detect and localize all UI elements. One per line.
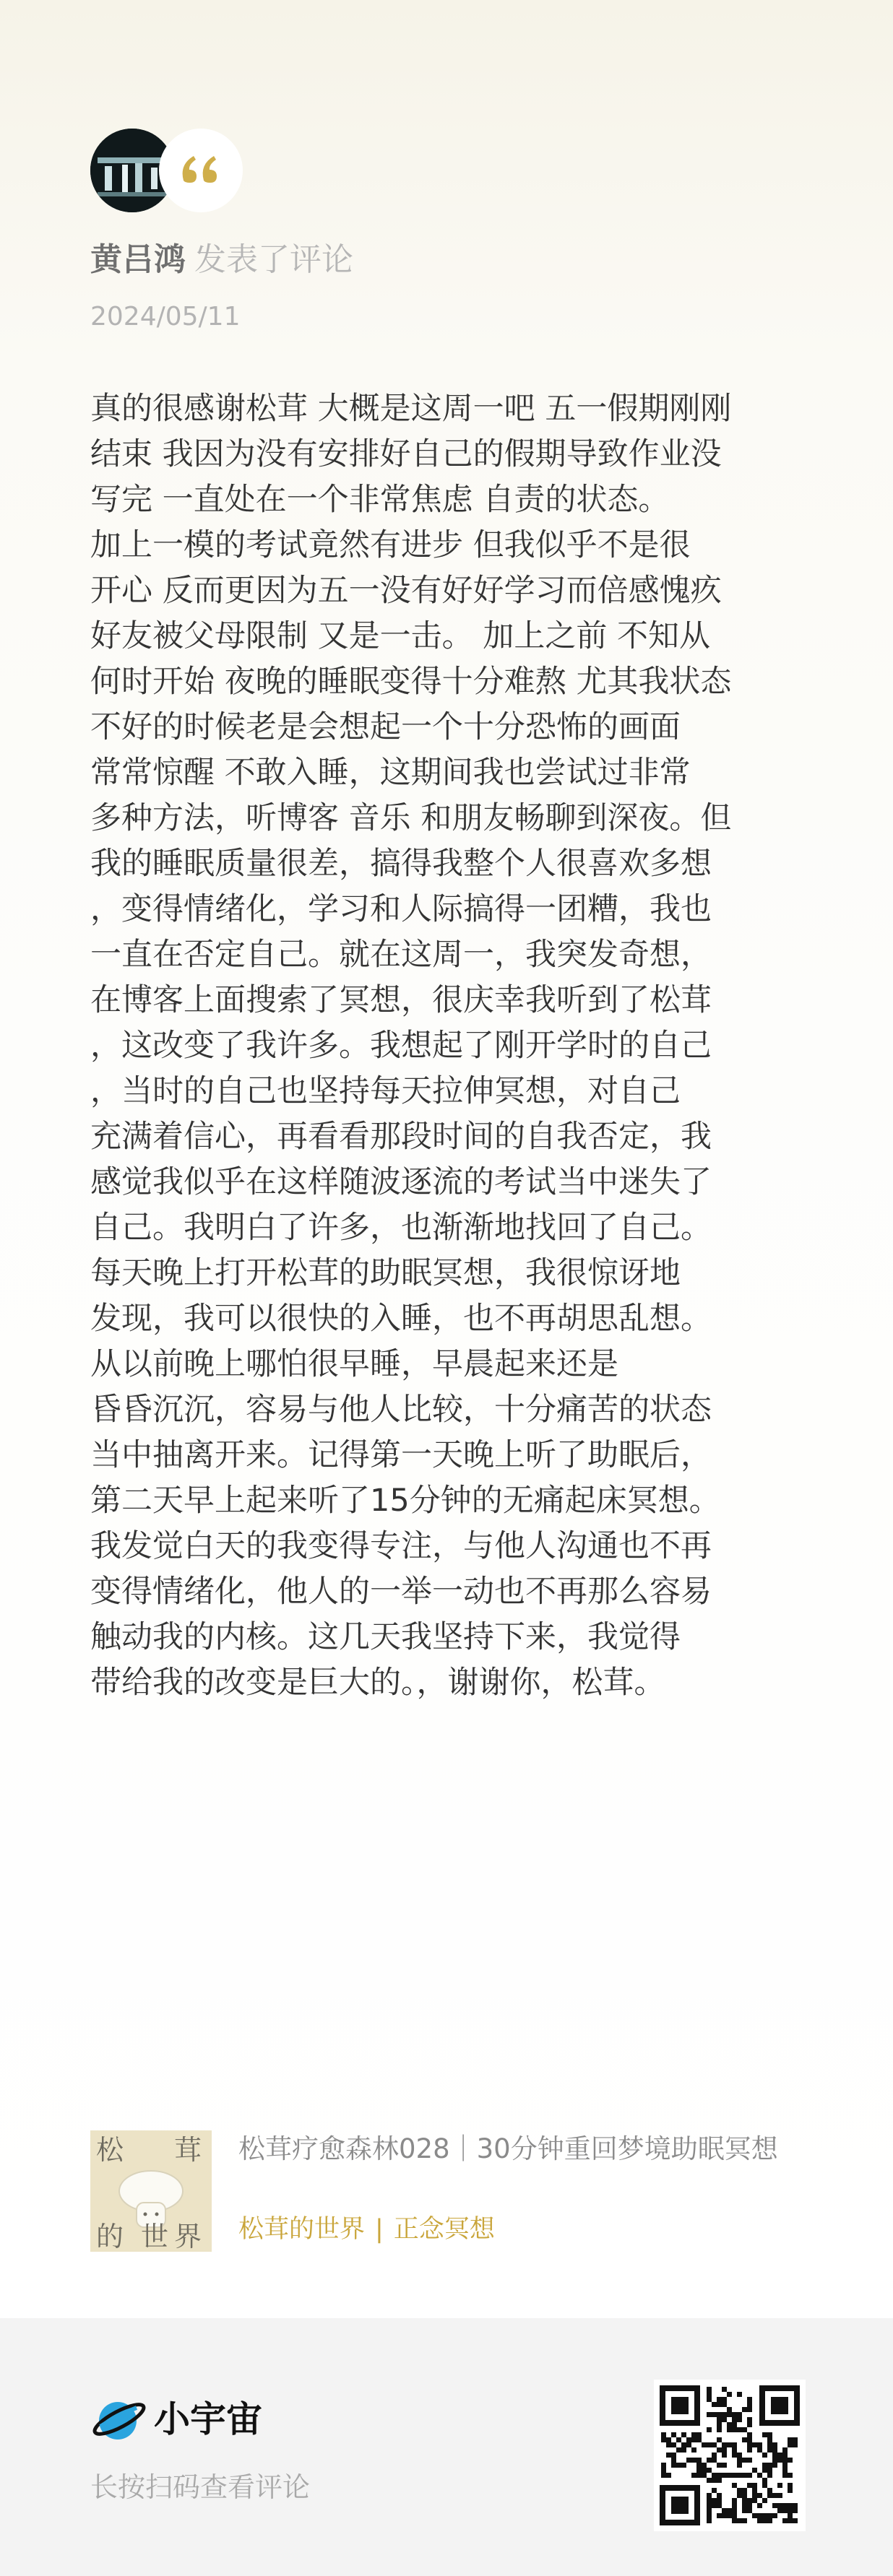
- cover-char: 的: [96, 2221, 124, 2252]
- comment-line: 第二天早上起来听了15分钟的无痛起床冥想。: [90, 1483, 720, 1519]
- comment-line: 我发觉白天的我变得专注，与他人沟通也不再: [90, 1528, 712, 1564]
- author-action: 发表了评论: [194, 241, 353, 278]
- comment-line: 一直在否定自己。就在这周一，我突发奇想，: [90, 937, 712, 973]
- episode-meta: [238, 2211, 495, 2247]
- comment-line: 自己。我明白了许多，也渐渐地找回了自己。: [90, 1210, 712, 1246]
- comment-line: 结束 我因为没有安排好自己的假期导致作业没: [90, 436, 722, 472]
- comment-line: 带给我的改变是巨大的。，谢谢你，松茸。: [90, 1665, 665, 1701]
- comment-line: 开心 反而更因为五一没有好好学习而倍感愧疚: [90, 573, 722, 609]
- comment-line: 发现，我可以很快的入睡，也不再胡思乱想。: [90, 1301, 712, 1337]
- author-name[interactable]: 黄吕鸿: [90, 241, 186, 278]
- qr-code[interactable]: [654, 2380, 806, 2531]
- comment-line: ，这改变了我许多。我想起了刚开学时的自己: [90, 1028, 712, 1064]
- comment-line: 感觉我似乎在这样随波逐流的考试当中迷失了: [90, 1164, 712, 1200]
- cover-char: 界: [174, 2221, 202, 2252]
- comment-line: 何时开始 夜晚的睡眠变得十分难熬 尤其我状态: [90, 664, 732, 700]
- comment-line: 当中抽离开来。记得第一天晚上听了助眠后，: [90, 1437, 712, 1473]
- episode-card[interactable]: [90, 2130, 806, 2253]
- comment-date: 2024/05/11: [90, 302, 241, 331]
- comment-line: 从以前晚上哪怕很早睡，早晨起来还是: [90, 1346, 618, 1382]
- planet-logo-icon: [90, 2390, 148, 2448]
- comment-line: 不好的时候老是会想起一个十分恐怖的画面: [90, 709, 681, 745]
- episode-tag[interactable]: 正念冥想: [393, 2215, 495, 2244]
- comment-line: 每天晚上打开松茸的助眠冥想，我很惊讶地: [90, 1255, 681, 1291]
- qr-code-icon: [654, 2380, 806, 2531]
- comment-line: ，当时的自己也坚持每天拉伸冥想，对自己: [90, 1073, 681, 1109]
- comment-line: 加上一模的考试竟然有进步 但我似乎不是很: [90, 527, 691, 563]
- comment-line: 好友被父母限制 又是一击。 加上之前 不知从: [90, 618, 711, 654]
- author-line: [90, 238, 353, 282]
- comment-line: 我的睡眠质量很差，搞得我整个人很喜欢多想: [90, 846, 712, 882]
- episode-cover: [90, 2130, 212, 2252]
- share-footer: [0, 2318, 893, 2576]
- comment-line: 在博客上面搜索了冥想，很庆幸我听到了松茸: [90, 982, 712, 1018]
- cover-char: 世: [141, 2221, 169, 2252]
- brand-name: 小宇宙: [154, 2398, 262, 2440]
- meta-separator: |: [375, 2215, 384, 2244]
- comment-line: 触动我的内核。这几天我坚持下来，我觉得: [90, 1619, 681, 1655]
- comment-line: 变得情绪化，他人的一举一动也不再那么容易: [90, 1574, 712, 1610]
- episode-title[interactable]: 松茸疗愈森林028｜30分钟重回梦境助眠冥想: [238, 2133, 778, 2164]
- comment-line: 充满着信心，再看看那段时间的自我否定，我: [90, 1119, 712, 1155]
- quote-badge: [159, 129, 243, 212]
- podcast-name[interactable]: 松茸的世界: [238, 2215, 366, 2244]
- comment-line: 多种方法，听博客 音乐 和朋友畅聊到深夜。但: [90, 800, 732, 836]
- mushroom-cover-icon: [90, 2130, 212, 2252]
- comment-line: 真的很感谢松茸 大概是这周一吧 五一假期刚刚: [90, 391, 732, 427]
- quote-mark-icon: [159, 129, 243, 212]
- comment-body: [90, 386, 820, 1706]
- comment-line: ，变得情绪化，学习和人际搞得一团糟，我也: [90, 891, 712, 927]
- cover-char: 茸: [174, 2134, 202, 2166]
- comment-line: 昏昏沉沉，容易与他人比较，十分痛苦的状态: [90, 1392, 712, 1428]
- comment-line: 写完 一直处在一个非常焦虑 自责的状态。: [90, 482, 670, 518]
- comment-line: 常常惊醒 不敢入睡，这期间我也尝试过非常: [90, 755, 691, 791]
- scan-hint: 长按扫码查看评论: [90, 2471, 311, 2503]
- cover-char: 松: [96, 2134, 124, 2166]
